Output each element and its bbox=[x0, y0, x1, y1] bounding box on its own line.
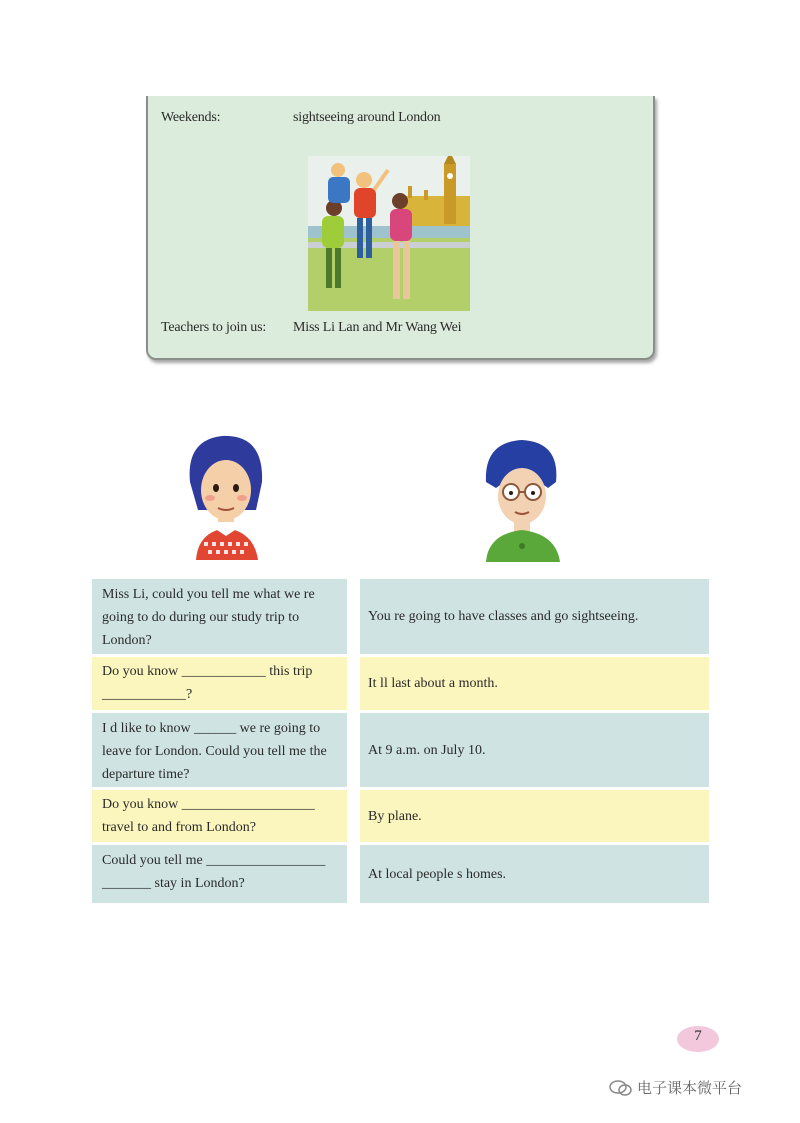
watermark bbox=[609, 1077, 742, 1098]
teachers-label: Teachers to join us: bbox=[161, 320, 267, 335]
wechat-icon bbox=[609, 1079, 633, 1097]
question-1: Miss Li, could you tell me what we re going to do during our study trip to London? bbox=[92, 579, 347, 654]
answer-3: At 9 a.m. on July 10. bbox=[360, 713, 709, 787]
answer-5: At local people s homes. bbox=[360, 845, 709, 903]
page-number: 7 bbox=[677, 1026, 719, 1052]
student-avatar bbox=[186, 432, 266, 560]
answer-4: By plane. bbox=[360, 790, 709, 842]
watermark-text: 电子课本微平台 bbox=[637, 1079, 743, 1097]
answer-1: You re going to have classes and go sightseeing. bbox=[360, 579, 709, 654]
london-sightseeing-illustration bbox=[308, 156, 470, 311]
info-box bbox=[146, 96, 655, 360]
weekends-value: sightseeing around London bbox=[293, 110, 441, 125]
question-2: Do you know ____________ this trip ____________? bbox=[92, 657, 347, 710]
weekends-label: Weekends: bbox=[161, 110, 221, 125]
teacher-avatar bbox=[482, 438, 562, 562]
answer-2: It ll last about a month. bbox=[360, 657, 709, 710]
question-3: I d like to know ______ we re going to leave for London. Could you tell me the departure time? bbox=[92, 713, 347, 787]
teachers-value: Miss Li Lan and Mr Wang Wei bbox=[293, 320, 462, 335]
question-4: Do you know ___________________ travel to and from London? bbox=[92, 790, 347, 842]
question-5: Could you tell me _________________ _______ stay in London? bbox=[92, 845, 347, 903]
